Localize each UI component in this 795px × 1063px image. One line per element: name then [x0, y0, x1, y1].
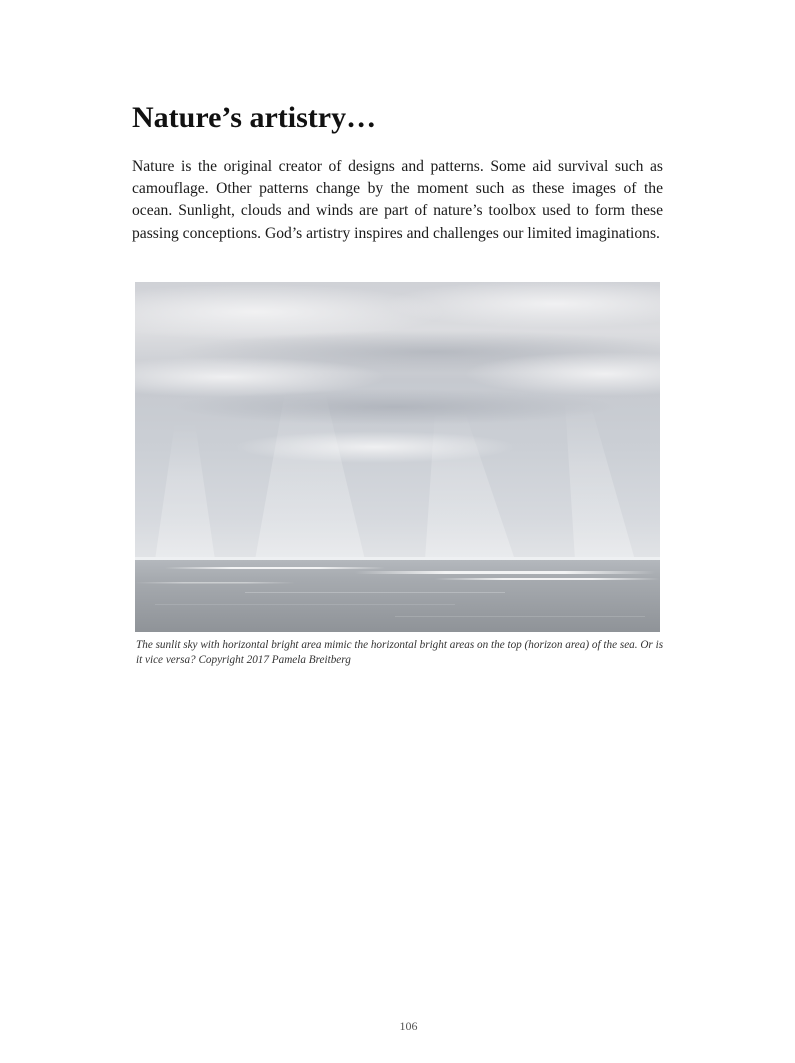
body-paragraph: Nature is the original creator of designs and patterns. Some aid survival such as camouflage. Other patterns change by the moment such as these images of the ocean. Sunlight, clouds and winds are part of nature’s toolbox used to form these passing conceptions. God’s artistry inspires and challenges our limited imaginations. [132, 158, 663, 242]
page-number: 106 [399, 1019, 418, 1033]
photo-caption: The sunlit sky with horizontal bright area mimic the horizontal bright areas on the top (horizon area) of the sea. Or is it vice versa? Copyright 2017 Pamela Breitberg [136, 639, 664, 666]
ocean-sky-photo [135, 282, 660, 632]
page-title: Nature’s artistry… [132, 101, 377, 134]
